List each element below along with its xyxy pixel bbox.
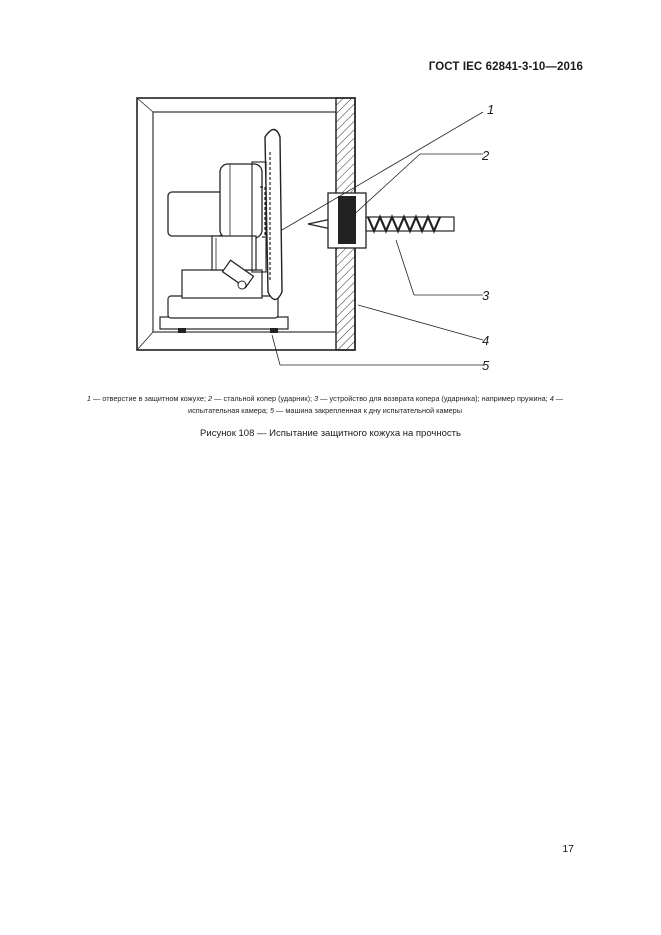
callout-4: 4 [482,333,490,348]
legend-text-2: стальной копер (ударник); [223,394,313,403]
legend-text-4: испытательная камера; [188,406,268,415]
motor-housing [168,164,262,270]
callout-2: 2 [482,148,490,163]
legend-num-1: 1 [86,394,91,403]
callout-5: 5 [482,358,490,373]
legend-num-4: 4 [549,394,554,403]
legend-num-5: 5 [269,406,275,415]
callout-labels [481,102,494,373]
page-number: 17 [562,843,574,855]
legend-text-3: устройство для возврата копера (ударника); например пружина; [329,394,548,403]
impact-plunger [308,193,454,248]
figure-caption: Рисунок 108 — Испытание защитного кожуха на прочность [200,428,461,439]
callout-1: 1 [487,102,495,117]
standard-header: ГОСТ IEC 62841-3-10—2016 [428,61,583,73]
callout-3: 3 [482,288,490,303]
legend-text-1: отверстие в защитном кожухе; [102,394,206,403]
legend-num-2: 2 [208,394,213,403]
figure-legend: 1 — отверстие в защитном кожухе; 2 — стальной копер (ударник); 3 — устройство для возврата копера (ударника); например пружина; 4 — испытательная камера; 5 — машина закрепленная к дну испытательной камеры [86,394,564,415]
legend-text-5: машина закрепленная к дну испытательной камеры [285,406,462,415]
test-chamber-figure [120,92,520,377]
legend-num-3: 3 [314,394,319,403]
leader-lines [272,112,483,365]
